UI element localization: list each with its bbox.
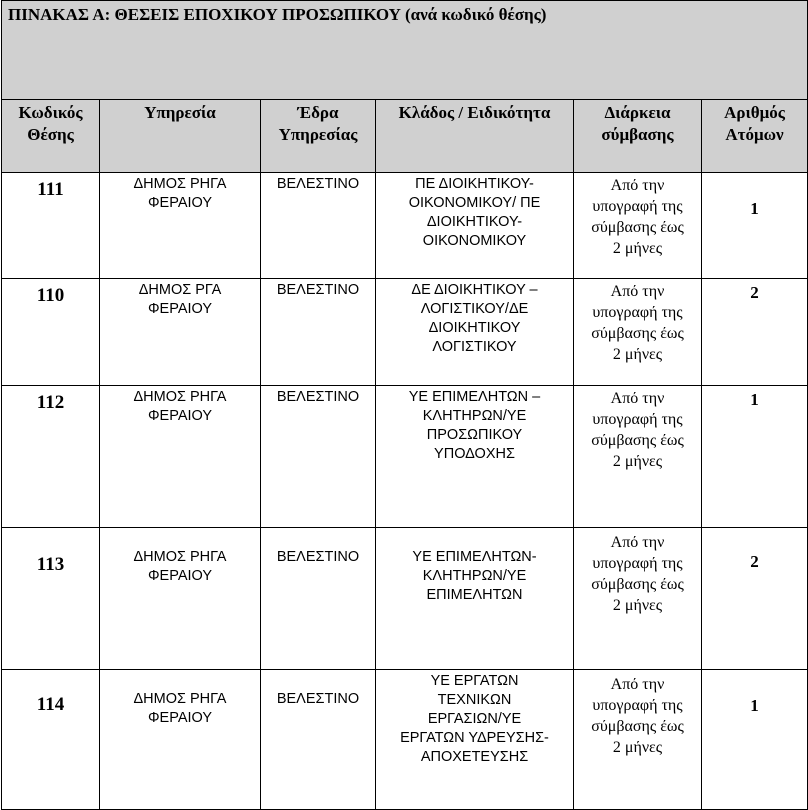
count-cell: 1 [702, 670, 808, 810]
position-code: 110 [2, 279, 100, 386]
seat-cell: ΒΕΛΕΣΤΙΝΟ [261, 279, 376, 386]
header-duration: Διάρκεια σύμβασης [574, 100, 702, 173]
table-row [2, 279, 808, 386]
branch-cell: ΥΕ ΕΡΓΑΤΩΝ ΤΕΧΝΙΚΩΝ ΕΡΓΑΣΙΩΝ/ΥΕ ΕΡΓΑΤΩΝ ΥΔΡΕΥΣΗΣ- ΑΠΟΧΕΤΕΥΣΗΣ [376, 670, 574, 810]
position-code: 114 [2, 670, 100, 810]
duration-cell: Από την υπογραφή της σύμβασης έως 2 μήνες [574, 386, 702, 528]
table-row [2, 670, 808, 810]
table-header-row [2, 100, 808, 173]
table-row [2, 173, 808, 279]
position-code: 112 [2, 386, 100, 528]
duration-cell: Από την υπογραφή της σύμβασης έως 2 μήνες [574, 670, 702, 810]
header-branch: Κλάδος / Ειδικότητα [376, 100, 574, 173]
branch-cell: ΠΕ ΔΙΟΙΚΗΤΙΚΟΥ- ΟΙΚΟΝΟΜΙΚΟΥ/ ΠΕ ΔΙΟΙΚΗΤΙΚΟΥ- ΟΙΚΟΝΟΜΙΚΟΥ [376, 173, 574, 279]
count-cell: 1 [702, 173, 808, 279]
duration-cell: Από την υπογραφή της σύμβασης έως 2 μήνες [574, 279, 702, 386]
service-cell: ΔΗΜΟΣ ΡΗΓΑ ΦΕΡΑΙΟΥ [100, 386, 261, 528]
header-count: Αριθμός Ατόμων [702, 100, 808, 173]
header-code: Κωδικός Θέσης [2, 100, 100, 173]
service-cell: ΔΗΜΟΣ ΡΗΓΑ ΦΕΡΑΙΟΥ [100, 528, 261, 670]
service-cell: ΔΗΜΟΣ ΡΗΓΑ ΦΕΡΑΙΟΥ [100, 173, 261, 279]
seat-cell: ΒΕΛΕΣΤΙΝΟ [261, 528, 376, 670]
table-title-cell [2, 1, 808, 100]
seat-cell: ΒΕΛΕΣΤΙΝΟ [261, 386, 376, 528]
branch-cell: ΔΕ ΔΙΟΙΚΗΤΙΚΟΥ – ΛΟΓΙΣΤΙΚΟΥ/ΔΕ ΔΙΟΙΚΗΤΙΚΟΥ ΛΟΓΙΣΤΙΚΟΥ [376, 279, 574, 386]
position-code: 113 [2, 528, 100, 670]
duration-cell: Από την υπογραφή της σύμβασης έως 2 μήνες [574, 528, 702, 670]
service-cell: ΔΗΜΟΣ ΡΗΓΑ ΦΕΡΑΙΟΥ [100, 670, 261, 810]
staff-positions-table [1, 0, 808, 810]
table-row [2, 528, 808, 670]
service-cell: ΔΗΜΟΣ ΡΓΑ ΦΕΡΑΙΟΥ [100, 279, 261, 386]
position-code: 111 [2, 173, 100, 279]
table-title: ΠΙΝΑΚΑΣ Α: ΘΕΣΕΙΣ ΕΠΟΧΙΚΟΥ ΠΡΟΣΩΠΙΚΟΥ [8, 5, 401, 24]
duration-cell: Από την υπογραφή της σύμβασης έως 2 μήνες [574, 173, 702, 279]
count-cell: 2 [702, 528, 808, 670]
table-row [2, 386, 808, 528]
table-title-suffix: (ανά κωδικό θέσης) [404, 5, 547, 24]
count-cell: 1 [702, 386, 808, 528]
header-service: Υπηρεσία [100, 100, 261, 173]
seat-cell: ΒΕΛΕΣΤΙΝΟ [261, 670, 376, 810]
header-seat: Έδρα Υπηρεσίας [261, 100, 376, 173]
branch-cell: ΥΕ ΕΠΙΜΕΛΗΤΩΝ – ΚΛΗΤΗΡΩΝ/ΥΕ ΠΡΟΣΩΠΙΚΟΥ ΥΠΟΔΟΧΗΣ [376, 386, 574, 528]
seat-cell: ΒΕΛΕΣΤΙΝΟ [261, 173, 376, 279]
count-cell: 2 [702, 279, 808, 386]
table-title-row [2, 1, 808, 100]
branch-cell: ΥΕ ΕΠΙΜΕΛΗΤΩΝ- ΚΛΗΤΗΡΩΝ/ΥΕ ΕΠΙΜΕΛΗΤΩΝ [376, 528, 574, 670]
